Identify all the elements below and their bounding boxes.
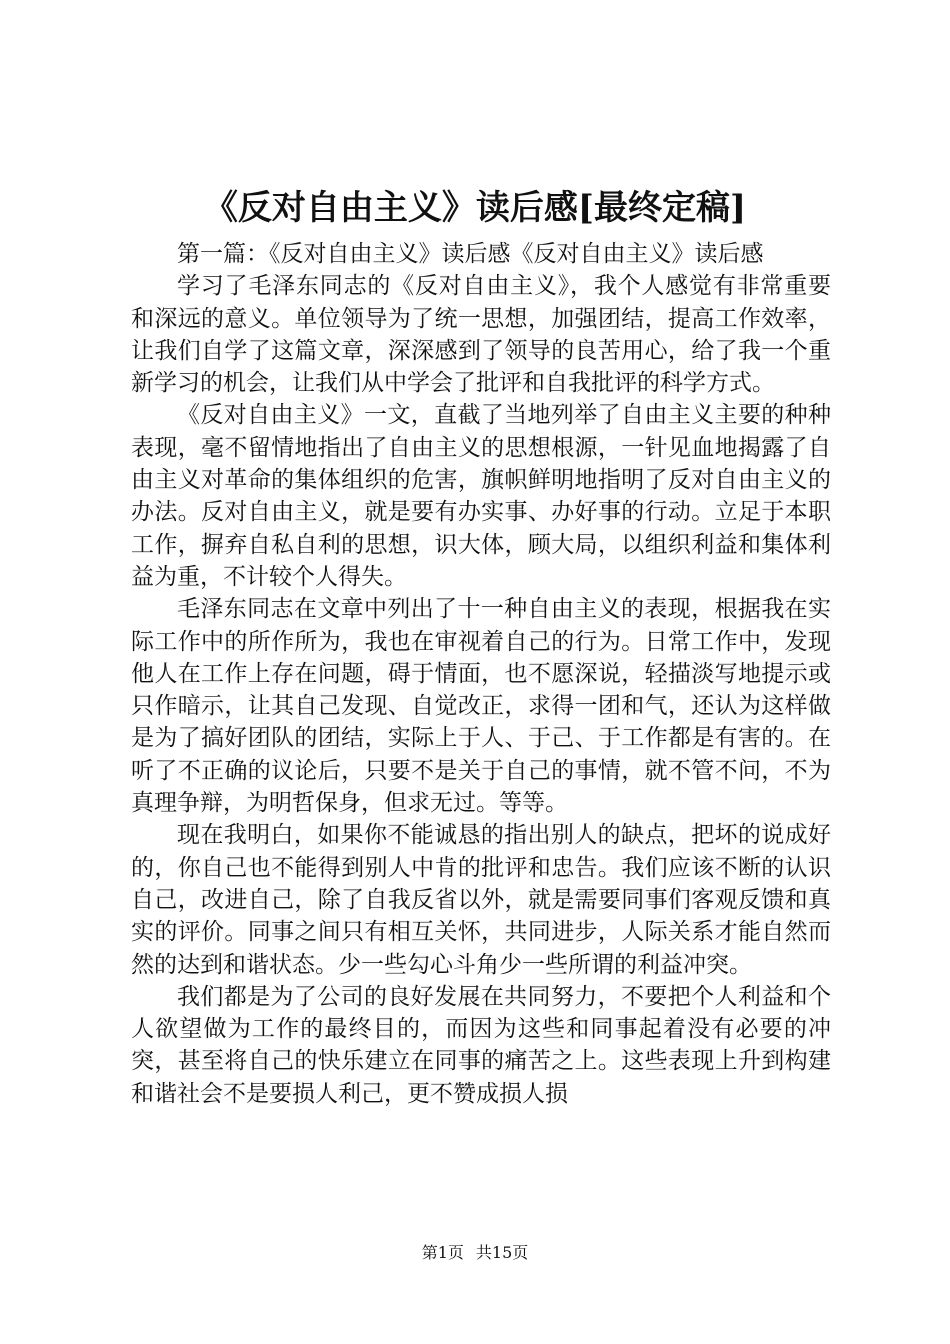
paragraph: 《反对自由主义》一文，直截了当地列举了自由主义主要的种种表现，毫不留情地指出了自由主义的思想根源，一针见血地揭露了自由主义对革命的集体组织的危害，旗帜鲜明地指明了反对自由主义的办法。反对自由主义，就是要有办实事、办好事的行动。立足于本职工作，摒弃自私自利的思想，识大体，顾大局，以组织利益和集体利益为重，不计较个人得失。 <box>131 402 831 590</box>
document-title: 《反对自由主义》读后感[最终定稿] <box>203 188 747 228</box>
page-total: 共15页 <box>475 1243 529 1262</box>
paragraph: 毛泽东同志在文章中列出了十一种自由主义的表现，根据我在实际工作中的所作所为，我也在审视着自己的行为。日常工作中，发现他人在工作上存在问题，碍于情面，也不愿深说，轻描淡写地提示或只作暗示，让其自己发现、自觉改正，求得一团和气，还认为这样做是为了搞好团队的团结，实际上于人、于己、于工作都是有害的。在听了不正确的议论后，只要不是关于自己的事情，就不管不问，不为真理争辩，为明哲保身，但求无过。等等。 <box>131 596 831 817</box>
page-footer <box>0 1242 950 1264</box>
paragraph: 现在我明白，如果你不能诚恳的指出别人的缺点，把坏的说成好的，你自己也不能得到别人中肯的批评和忠告。我们应该不断的认识自己，改进自己，除了自我反省以外，就是需要同事们客观反馈和真实的评价。同事之间只有相互关怀，共同进步，人际关系才能自然而然的达到和谐状态。少一些勾心斗角少一些所谓的利益冲突。 <box>131 822 831 978</box>
paragraph: 我们都是为了公司的良好发展在共同努力，不要把个人利益和个人欲望做为工作的最终目的，而因为这些和同事起着没有必要的冲突，甚至将自己的快乐建立在同事的痛苦之上。这些表现上升到构建和谐社会不是要损人利己，更不赞成损人损 <box>131 983 831 1107</box>
document-body <box>131 238 831 1110</box>
paragraph: 学习了毛泽东同志的《反对自由主义》，我个人感觉有非常重要和深远的意义。单位领导为了统一思想，加强团结，提高工作效率，让我们自学了这篇文章，深深感到了领导的良苦用心，给了我一个重新学习的机会，让我们从中学会了批评和自我批评的科学方式。 <box>131 273 831 397</box>
page-number: 第1页 <box>421 1243 464 1262</box>
paragraph: 第一篇：《反对自由主义》读后感《反对自由主义》读后感 <box>177 241 764 267</box>
